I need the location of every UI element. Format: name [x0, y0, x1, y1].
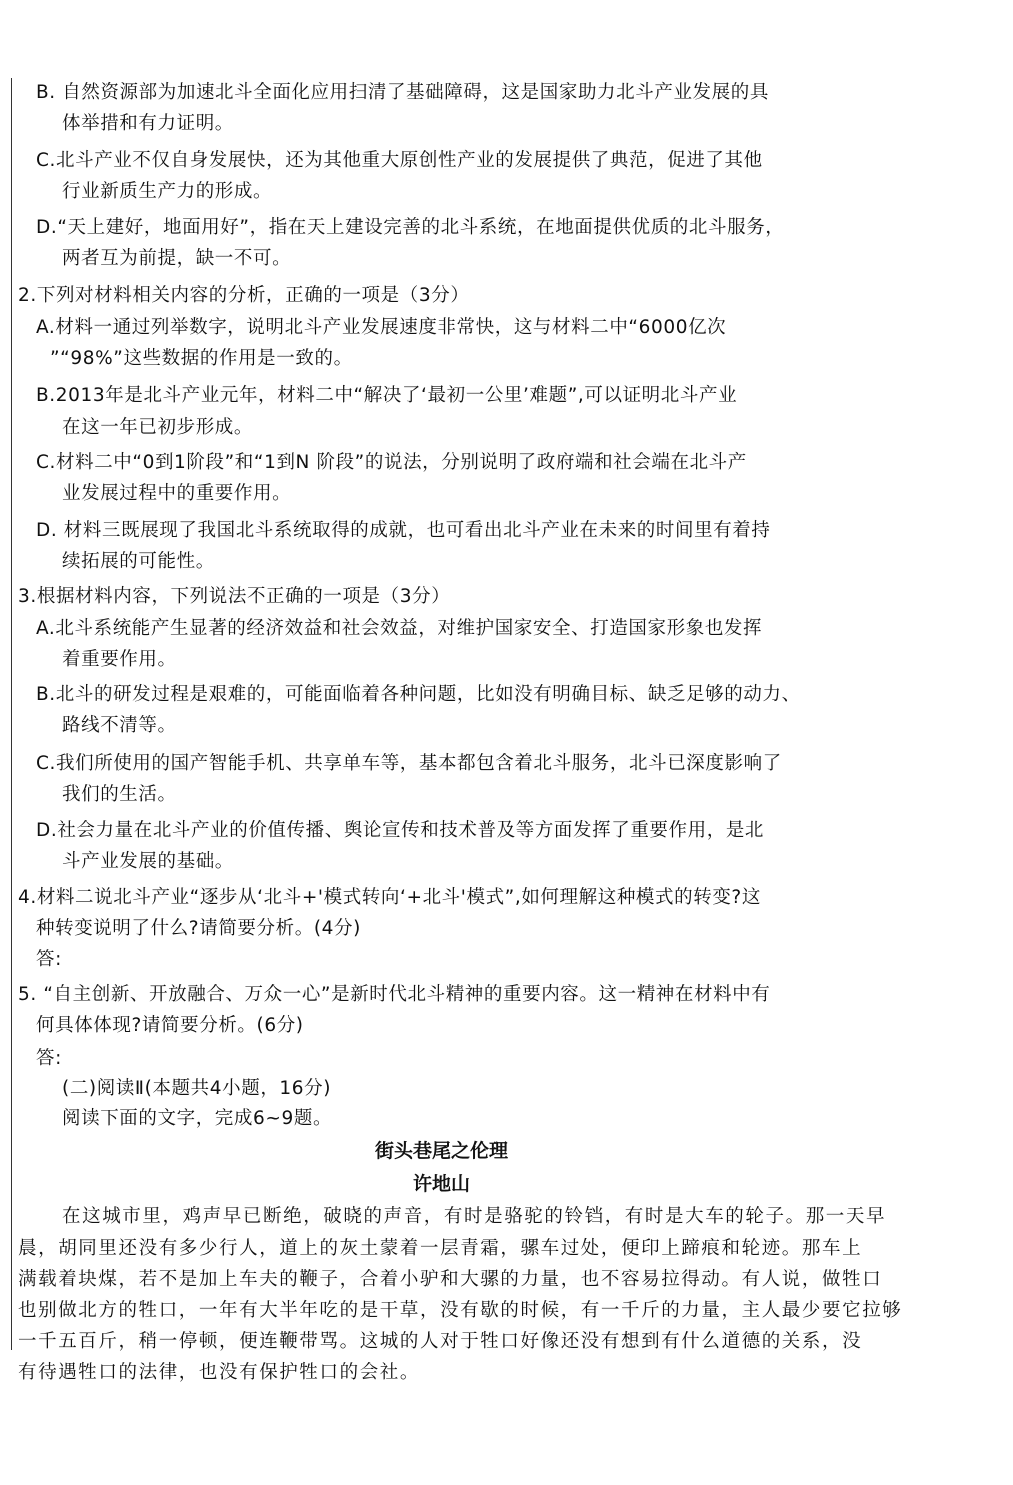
- q4-answer-label: 答:: [36, 949, 62, 970]
- essay-line-4: 也别做北方的牲口，一年有大半年吃的是干草，没有歇的时候，有一千斤的力量，主人最少要它拉够: [18, 1300, 903, 1321]
- essay-line-5: 一千五百斤，稍一停顿，便连鞭带骂。这城的人对于牲口好像还没有想到有什么道德的关系，没: [18, 1331, 863, 1352]
- q3-option-c-line1: C.我们所使用的国产智能手机、共享单车等，基本都包含着北斗服务，北斗已深度影响了: [36, 753, 782, 774]
- q2-option-b-line2: 在这一年已初步形成。: [62, 417, 254, 438]
- q3-stem: 3.根据材料内容，下列说法不正确的一项是（3分）: [18, 586, 451, 607]
- q3-option-d-line1: D.社会力量在北斗产业的价值传播、舆论宣传和技术普及等方面发挥了重要作用，是北: [36, 820, 765, 841]
- essay-line-6: 有待遇牲口的法律，也没有保护牲口的会社。: [18, 1362, 421, 1383]
- q2-option-a-line1: A.材料一通过列举数字，说明北斗产业发展速度非常快，这与材料二中“6000亿次: [36, 317, 727, 338]
- q5-line2: 何具体体现?请简要分析。(6分): [36, 1015, 304, 1036]
- q3-option-d-line2: 斗产业发展的基础。: [62, 851, 234, 872]
- essay-line-3: 满载着块煤，若不是加上车夫的鞭子，合着小驴和大骡的力量，也不容易拉得动。有人说，做牲口: [18, 1269, 883, 1290]
- q1-option-d-line2: 两者互为前提，缺一不可。: [62, 248, 292, 269]
- essay-author: 许地山: [412, 1173, 470, 1195]
- q2-option-c-line1: C.材料二中“0到1阶段”和“1到N 阶段”的说法，分别说明了政府端和社会端在北斗产: [36, 452, 747, 473]
- essay-title: 街头巷尾之伦理: [374, 1140, 508, 1162]
- q2-option-b-line1: B.2013年是北斗产业元年，材料二中“解决了‘最初一公里’难题”,可以证明北斗产业: [36, 385, 738, 406]
- q5-line1: 5. “自主创新、开放融合、万众一心”是新时代北斗精神的重要内容。这一精神在材料中有: [18, 984, 771, 1005]
- q3-option-b-line1: B.北斗的研发过程是艰难的，可能面临着各种问题，比如没有明确目标、缺乏足够的动力、: [36, 684, 801, 705]
- essay-line-2: 晨，胡同里还没有多少行人，道上的灰土蒙着一层青霜，骡车过处，便印上蹄痕和轮迹。那车上: [18, 1238, 863, 1259]
- essay-line-1: 在这城市里，鸡声早已断绝，破晓的声音，有时是骆驼的铃铛，有时是大车的轮子。那一天早: [62, 1206, 887, 1227]
- q3-option-a-line2: 着重要作用。: [62, 649, 177, 670]
- q4-line1: 4.材料二说北斗产业“逐步从‘北斗+'模式转向‘+北斗'模式”,如何理解这种模式的转变?这: [18, 887, 761, 908]
- q1-option-d-line1: D.“天上建好，地面用好”，指在天上建设完善的北斗系统，在地面提供优质的北斗服务，: [36, 217, 785, 238]
- q2-option-d-line1: D. 材料三既展现了我国北斗系统取得的成就，也可看出北斗产业在未来的时间里有着持: [36, 520, 771, 541]
- q2-option-a-line2: ”“98%”这些数据的作用是一致的。: [50, 348, 353, 369]
- q3-option-a-line1: A.北斗系统能产生显著的经济效益和社会效益，对维护国家安全、打造国家形象也发挥: [36, 618, 763, 639]
- q5-answer-label: 答:: [36, 1048, 62, 1069]
- q3-option-b-line2: 路线不清等。: [62, 715, 177, 736]
- q1-option-b-line2: 体举措和有力证明。: [62, 113, 234, 134]
- section2-heading: (二)阅读Ⅱ(本题共4小题，16分): [62, 1078, 332, 1099]
- q4-line2: 种转变说明了什么?请简要分析。(4分): [36, 918, 361, 939]
- q2-option-c-line2: 业发展过程中的重要作用。: [62, 483, 292, 504]
- q2-option-d-line2: 续拓展的可能性。: [62, 551, 215, 572]
- q3-option-c-line2: 我们的生活。: [62, 784, 177, 805]
- q1-option-c-line1: C.北斗产业不仅自身发展快，还为其他重大原创性产业的发展提供了典范，促进了其他: [36, 150, 763, 171]
- q1-option-b-line1: B. 自然资源部为加速北斗全面化应用扫清了基础障碍，这是国家助力北斗产业发展的具: [36, 82, 769, 103]
- section2-instruction: 阅读下面的文字，完成6~9题。: [62, 1108, 333, 1129]
- q2-stem: 2.下列对材料相关内容的分析，正确的一项是（3分）: [18, 285, 470, 306]
- q1-option-c-line2: 行业新质生产力的形成。: [62, 181, 273, 202]
